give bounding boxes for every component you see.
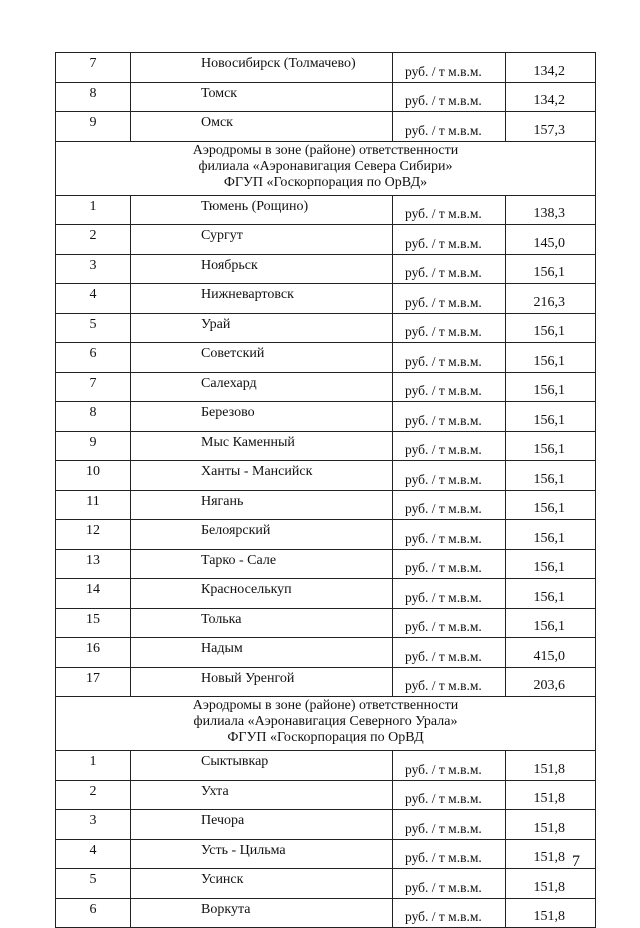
unit-cell: руб. / т м.в.м.	[393, 254, 506, 284]
airport-name-cell: Новый Уренгой	[131, 667, 393, 697]
document-page	[55, 52, 595, 928]
row-number-cell: 4	[56, 839, 131, 869]
airport-name-cell: Сыктывкар	[131, 751, 393, 781]
row-number-cell: 9	[56, 112, 131, 142]
unit-cell: руб. / т м.в.м.	[393, 638, 506, 668]
tariff-value-cell: 156,1	[506, 254, 596, 284]
row-number-cell: 4	[56, 284, 131, 314]
table-row	[56, 461, 596, 491]
unit-cell: руб. / т м.в.м.	[393, 490, 506, 520]
airport-name-cell: Тюмень (Рощино)	[131, 195, 393, 225]
unit-cell: руб. / т м.в.м.	[393, 549, 506, 579]
airport-name-cell: Красноселькуп	[131, 579, 393, 609]
unit-cell: руб. / т м.в.м.	[393, 225, 506, 255]
airport-name-cell: Томск	[131, 82, 393, 112]
row-number-cell: 8	[56, 402, 131, 432]
row-number-cell: 5	[56, 313, 131, 343]
row-number-cell: 10	[56, 461, 131, 491]
row-number-cell: 3	[56, 254, 131, 284]
unit-cell: руб. / т м.в.м.	[393, 112, 506, 142]
table-row	[56, 810, 596, 840]
table-row	[56, 225, 596, 255]
tariff-value-cell: 157,3	[506, 112, 596, 142]
airport-name-cell: Усинск	[131, 869, 393, 899]
table-row	[56, 284, 596, 314]
tariff-value-cell: 151,8	[506, 869, 596, 899]
row-number-cell: 6	[56, 343, 131, 373]
section-header-line: Аэродромы в зоне (районе) ответственности	[192, 142, 459, 158]
row-number-cell: 2	[56, 780, 131, 810]
airport-name-cell: Тарко - Сале	[131, 549, 393, 579]
table-row	[56, 402, 596, 432]
tariff-value-cell: 151,8	[506, 839, 596, 869]
unit-cell: руб. / т м.в.м.	[393, 780, 506, 810]
row-number-cell: 3	[56, 810, 131, 840]
section-header-line: ФГУП «Госкорпорация по ОрВД»	[223, 174, 428, 190]
section-header-row	[56, 697, 596, 751]
airport-name-cell: Омск	[131, 112, 393, 142]
table-row	[56, 431, 596, 461]
section-header	[56, 697, 596, 751]
table-row	[56, 112, 596, 142]
table-row	[56, 751, 596, 781]
tariff-value-cell: 151,8	[506, 780, 596, 810]
tariff-value-cell: 151,8	[506, 810, 596, 840]
section-header-line: Аэродромы в зоне (районе) ответственности	[192, 698, 459, 713]
airport-name-cell: Надым	[131, 638, 393, 668]
table-row	[56, 898, 596, 928]
airport-tariff-table	[55, 52, 596, 928]
unit-cell: руб. / т м.в.м.	[393, 810, 506, 840]
unit-cell: руб. / т м.в.м.	[393, 751, 506, 781]
airport-name-cell: Советский	[131, 343, 393, 373]
table-row	[56, 82, 596, 112]
airport-name-cell: Новосибирск (Толмачево)	[131, 53, 393, 83]
unit-cell: руб. / т м.в.м.	[393, 53, 506, 83]
section-header-line: филиала «Аэронавигация Северного Урала»	[193, 714, 458, 729]
tariff-value-cell: 134,2	[506, 82, 596, 112]
airport-name-cell: Толька	[131, 608, 393, 638]
tariff-value-cell: 145,0	[506, 225, 596, 255]
tariff-value-cell: 156,1	[506, 372, 596, 402]
tariff-value-cell: 156,1	[506, 431, 596, 461]
tariff-value-cell: 134,2	[506, 53, 596, 83]
section-header-row	[56, 141, 596, 195]
airport-name-cell: Салехард	[131, 372, 393, 402]
row-number-cell: 1	[56, 195, 131, 225]
row-number-cell: 8	[56, 82, 131, 112]
table-row	[56, 579, 596, 609]
tariff-value-cell: 156,1	[506, 490, 596, 520]
row-number-cell: 7	[56, 53, 131, 83]
row-number-cell: 16	[56, 638, 131, 668]
table-row	[56, 839, 596, 869]
airport-name-cell: Сургут	[131, 225, 393, 255]
table-row	[56, 195, 596, 225]
tariff-value-cell: 156,1	[506, 608, 596, 638]
unit-cell: руб. / т м.в.м.	[393, 402, 506, 432]
unit-cell: руб. / т м.в.м.	[393, 461, 506, 491]
row-number-cell: 17	[56, 667, 131, 697]
tariff-value-cell: 151,8	[506, 898, 596, 928]
row-number-cell: 2	[56, 225, 131, 255]
tariff-value-cell: 156,1	[506, 313, 596, 343]
row-number-cell: 13	[56, 549, 131, 579]
airport-name-cell: Березово	[131, 402, 393, 432]
table-row	[56, 490, 596, 520]
tariff-value-cell: 156,1	[506, 549, 596, 579]
airport-name-cell: Ханты - Мансийск	[131, 461, 393, 491]
row-number-cell: 6	[56, 898, 131, 928]
table-row	[56, 254, 596, 284]
table-body	[56, 53, 596, 928]
unit-cell: руб. / т м.в.м.	[393, 520, 506, 550]
table-row	[56, 667, 596, 697]
airport-name-cell: Печора	[131, 810, 393, 840]
row-number-cell: 11	[56, 490, 131, 520]
table-row	[56, 780, 596, 810]
section-header-line: ФГУП «Госкорпорация по ОрВД	[227, 730, 424, 745]
row-number-cell: 12	[56, 520, 131, 550]
table-row	[56, 343, 596, 373]
table-row	[56, 372, 596, 402]
airport-name-cell: Мыс Каменный	[131, 431, 393, 461]
tariff-value-cell: 216,3	[506, 284, 596, 314]
airport-name-cell: Воркута	[131, 898, 393, 928]
section-header	[56, 141, 596, 195]
row-number-cell: 15	[56, 608, 131, 638]
airport-name-cell: Белоярский	[131, 520, 393, 550]
tariff-value-cell: 156,1	[506, 343, 596, 373]
table-row	[56, 313, 596, 343]
airport-name-cell: Ноябрьск	[131, 254, 393, 284]
unit-cell: руб. / т м.в.м.	[393, 343, 506, 373]
page-number: 7	[572, 853, 580, 870]
tariff-value-cell: 156,1	[506, 520, 596, 550]
tariff-value-cell: 156,1	[506, 402, 596, 432]
row-number-cell: 9	[56, 431, 131, 461]
unit-cell: руб. / т м.в.м.	[393, 195, 506, 225]
tariff-value-cell: 151,8	[506, 751, 596, 781]
tariff-value-cell: 203,6	[506, 667, 596, 697]
tariff-value-cell: 415,0	[506, 638, 596, 668]
airport-name-cell: Нижневартовск	[131, 284, 393, 314]
row-number-cell: 14	[56, 579, 131, 609]
unit-cell: руб. / т м.в.м.	[393, 284, 506, 314]
table-row	[56, 608, 596, 638]
row-number-cell: 5	[56, 869, 131, 899]
unit-cell: руб. / т м.в.м.	[393, 608, 506, 638]
airport-name-cell: Урай	[131, 313, 393, 343]
airport-name-cell: Ухта	[131, 780, 393, 810]
table-row	[56, 520, 596, 550]
table-row	[56, 869, 596, 899]
tariff-value-cell: 156,1	[506, 461, 596, 491]
unit-cell: руб. / т м.в.м.	[393, 869, 506, 899]
unit-cell: руб. / т м.в.м.	[393, 839, 506, 869]
airport-name-cell: Усть - Цильма	[131, 839, 393, 869]
airport-name-cell: Нягань	[131, 490, 393, 520]
row-number-cell: 1	[56, 751, 131, 781]
unit-cell: руб. / т м.в.м.	[393, 898, 506, 928]
unit-cell: руб. / т м.в.м.	[393, 431, 506, 461]
tariff-value-cell: 156,1	[506, 579, 596, 609]
table-row	[56, 638, 596, 668]
unit-cell: руб. / т м.в.м.	[393, 372, 506, 402]
row-number-cell: 7	[56, 372, 131, 402]
tariff-value-cell: 138,3	[506, 195, 596, 225]
unit-cell: руб. / т м.в.м.	[393, 667, 506, 697]
unit-cell: руб. / т м.в.м.	[393, 82, 506, 112]
unit-cell: руб. / т м.в.м.	[393, 579, 506, 609]
table-row	[56, 53, 596, 83]
unit-cell: руб. / т м.в.м.	[393, 313, 506, 343]
section-header-line: филиала «Аэронавигация Севера Сибири»	[198, 158, 453, 174]
table-row	[56, 549, 596, 579]
